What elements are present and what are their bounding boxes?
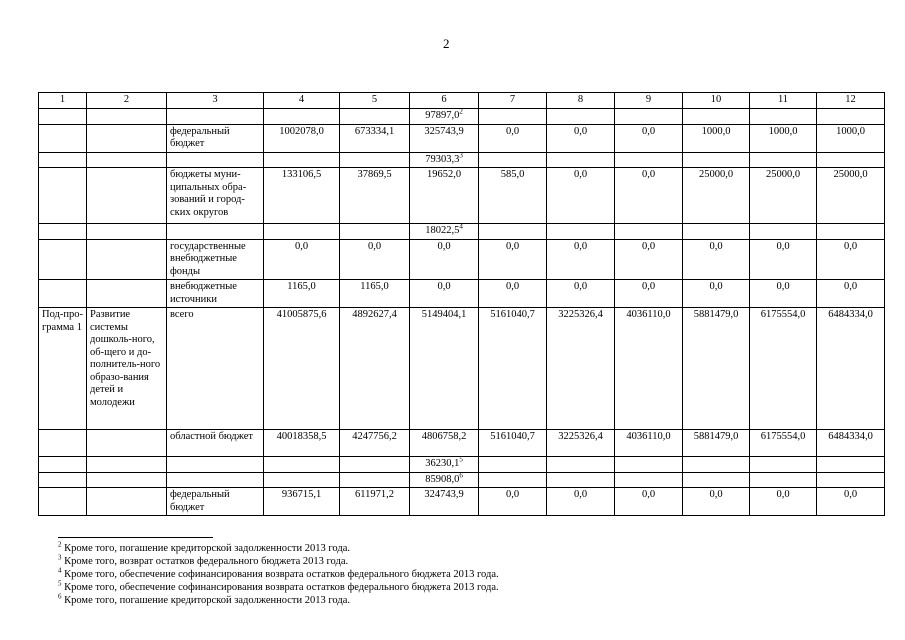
table-cell [87,152,167,168]
table-cell [547,488,615,516]
table-cell [87,280,167,308]
cell-text: Под-про-грамма 1 [42,309,83,333]
cell-text: федеральный бюджет [170,489,230,513]
cell-text: 324743,9 [424,489,464,500]
budget-table [38,92,885,516]
cell-text: 79303,3 [425,153,460,165]
table-cell [547,152,615,168]
cell-text: 133106,5 [281,169,322,180]
cell-text: 1000,0 [701,125,731,137]
table-cell [615,224,683,240]
cell-text: 4806758,2 [421,431,467,442]
header-cell: 5 [340,93,410,109]
table-cell [547,472,615,488]
cell-text: 0,0 [294,240,309,252]
table-cell [264,168,340,224]
table-cell [817,239,885,280]
table-cell [87,308,167,430]
footnote [58,581,499,594]
table-cell [410,224,479,240]
table-cell [87,168,167,224]
table-cell [479,472,547,488]
table-cell [479,239,547,280]
table-cell [750,280,817,308]
table-cell [817,488,885,516]
page-number: 2 [443,36,450,51]
table-cell [683,457,750,473]
table-cell [264,457,340,473]
cell-text: 0,0 [641,169,656,180]
table-cell [410,124,479,152]
table-cell [167,124,264,152]
table-cell [340,457,410,473]
footnote-mark: 4 [58,566,62,575]
cell-text: 1000,0 [836,125,865,137]
cell-text: 325743,9 [424,125,464,137]
table-cell [167,109,264,125]
table-cell [615,280,683,308]
table-cell [750,472,817,488]
table-cell [817,152,885,168]
cell-text: 4892627,4 [352,309,397,320]
table-cell [479,152,547,168]
table-cell [340,168,410,224]
footnote [58,594,499,607]
table-cell [264,488,340,516]
table-cell [340,152,410,168]
cell-text: 5161040,7 [490,431,535,442]
table-cell [683,152,750,168]
cell-text: 6175554,0 [760,431,806,442]
table-cell [547,224,615,240]
table-cell [547,168,615,224]
cell-text: 0,0 [776,240,790,252]
table-cell [750,224,817,240]
cell-text: 25000,0 [833,169,868,180]
table-cell [87,109,167,125]
table-cell [264,472,340,488]
cell-text: 85908,0 [425,473,460,485]
cell-text: всего [170,309,194,320]
table-cell [340,239,410,280]
cell-text: 0,0 [843,240,858,252]
footnote-ref: 4 [459,223,463,231]
cell-text: 0,0 [709,489,723,500]
cell-text: 6175554,0 [760,309,806,320]
footnote-ref: 2 [459,108,463,116]
table-cell [264,152,340,168]
header-row [39,93,885,109]
header-cell: 9 [615,93,683,109]
table-cell [479,430,547,457]
table-cell [87,457,167,473]
table-row [39,168,885,224]
footnote [58,568,499,581]
table-cell [683,430,750,457]
cell-text: 0,0 [505,240,520,252]
table-cell [87,239,167,280]
table-body [39,109,885,516]
cell-text: федеральный бюджет [170,125,230,149]
table-cell [547,239,615,280]
table-cell [167,168,264,224]
table-cell [87,124,167,152]
table-cell [167,280,264,308]
table-cell [683,488,750,516]
table-cell [547,430,615,457]
table-cell [340,488,410,516]
table-cell [479,308,547,430]
table-row [39,457,885,473]
cell-text: 611971,2 [355,489,394,500]
table-cell [39,224,87,240]
table-cell [683,168,750,224]
table-cell [547,308,615,430]
table-cell [39,488,87,516]
cell-text: государственные внебюджетные фонды [170,240,246,277]
table-cell [410,430,479,457]
cell-text: 4036110,0 [626,431,671,442]
table-cell [615,109,683,125]
table-cell [750,488,817,516]
table-cell [817,457,885,473]
cell-text: 1000,0 [768,125,798,137]
table-cell [264,239,340,280]
table-row [39,308,885,430]
cell-text: 0,0 [437,281,451,292]
cell-text: 936715,1 [281,489,322,500]
cell-text: 0,0 [776,489,790,500]
cell-text: 0,0 [641,240,656,252]
cell-text: 0,0 [573,240,588,252]
table-cell [683,124,750,152]
cell-text: 5881479,0 [693,431,739,442]
header-cell: 6 [410,93,479,109]
table-cell [264,280,340,308]
header-cell: 12 [817,93,885,109]
table-cell [39,239,87,280]
table-cell [39,124,87,152]
cell-text: областной бюджет [170,431,253,442]
cell-text: 0,0 [573,281,588,292]
table-cell [410,308,479,430]
table-cell [167,308,264,430]
table-cell [340,472,410,488]
cell-text: 0,0 [641,489,656,500]
cell-text: 0,0 [709,281,723,292]
table-cell [615,308,683,430]
cell-text: 0,0 [573,169,588,180]
cell-text: 40018358,5 [276,431,327,442]
table-cell [39,308,87,430]
table-cell [479,124,547,152]
footnote-text: Кроме того, возврат остатков федерального бюджета 2013 года. [64,556,349,567]
cell-text: 0,0 [709,240,723,252]
table-cell [167,239,264,280]
table-cell [547,280,615,308]
table-cell [615,430,683,457]
table-cell [817,280,885,308]
footnote-text: Кроме того, обеспечение софинансирования возврата остатков федерального бюджета 2013 года. [64,569,499,580]
table-cell [750,457,817,473]
footnote-text: Кроме того, погашение кредиторской задолженности 2013 года. [64,543,350,554]
table-cell [615,168,683,224]
footnote-text: Кроме того, обеспечение софинансирования возврата остатков федерального бюджета 2013 года. [64,582,499,593]
table-cell [39,430,87,457]
table-cell [817,224,885,240]
cell-text: бюджеты муни-ципальных обра-зований и город-ских округов [170,169,247,218]
cell-text: 19652,0 [426,169,462,180]
header-cell: 7 [479,93,547,109]
table-cell [39,472,87,488]
table-cell [167,457,264,473]
table-cell [410,168,479,224]
table-cell [410,109,479,125]
table-cell [167,152,264,168]
table-cell [340,109,410,125]
table-cell [264,308,340,430]
footnote-ref: 6 [459,472,463,479]
table-cell [683,239,750,280]
cell-text: 585,0 [500,169,525,180]
table-cell [410,488,479,516]
table-cell [817,430,885,457]
cell-text: Развитие системы дошколь-ного, об-щего и до-полнитель-ного образо-вания детей и молодежи [90,309,161,408]
table-cell [683,472,750,488]
table-cell [39,280,87,308]
table-cell [264,430,340,457]
table-cell [167,224,264,240]
cell-text: 6484334,0 [828,431,873,442]
cell-text: 5149404,1 [421,309,467,320]
table-row [39,488,885,516]
cell-text: 0,0 [843,281,858,292]
table-cell [87,488,167,516]
cell-text: 0,0 [437,240,451,252]
footnote-divider [58,537,213,538]
table-cell [39,457,87,473]
cell-text: 37869,5 [357,169,392,180]
table-cell [817,472,885,488]
table-cell [479,109,547,125]
table-row [39,472,885,488]
header-cell: 10 [683,93,750,109]
table-cell [39,109,87,125]
table-cell [817,124,885,152]
table-cell [750,308,817,430]
cell-text: 3225326,4 [558,309,603,320]
table-cell [750,168,817,224]
footnote-ref: 3 [459,152,463,159]
table-cell [167,430,264,457]
table-cell [340,124,410,152]
table-cell [87,224,167,240]
table-cell [750,239,817,280]
footnote-mark: 5 [58,579,62,588]
cell-text: 6484334,0 [828,309,873,320]
cell-text: 25000,0 [698,169,734,180]
table-cell [340,430,410,457]
table-cell [264,109,340,125]
table-cell [340,308,410,430]
table-cell [167,472,264,488]
cell-text: 18022,5 [425,225,460,236]
header-cell: 11 [750,93,817,109]
footnote-text: Кроме того, погашение кредиторской задолженности 2013 года. [64,595,350,606]
table-row [39,152,885,168]
table-cell [615,488,683,516]
table-cell [547,109,615,125]
table-row [39,224,885,240]
footnote-mark: 6 [58,592,62,601]
footnote [58,555,499,568]
table-cell [479,280,547,308]
table-cell [683,224,750,240]
table-cell [87,472,167,488]
table-cell [817,109,885,125]
table-row [39,109,885,125]
header-cell: 2 [87,93,167,109]
cell-text: 0,0 [367,240,382,252]
cell-text: 5161040,7 [490,309,535,320]
table-cell [683,109,750,125]
table-cell [615,239,683,280]
cell-text: 1002078,0 [279,125,324,137]
footnotes [58,542,499,607]
table-cell [479,224,547,240]
table-row [39,239,885,280]
cell-text: 0,0 [776,281,790,292]
cell-text: 1165,0 [360,281,389,292]
table-cell [547,124,615,152]
table-cell [615,472,683,488]
table-cell [340,280,410,308]
cell-text: 41005875,6 [276,309,327,320]
table-cell [750,109,817,125]
header-cell: 1 [39,93,87,109]
table-cell [167,488,264,516]
cell-text: 3225326,4 [558,431,603,442]
table-cell [39,152,87,168]
table-row [39,124,885,152]
table-cell [615,124,683,152]
cell-text: 0,0 [573,125,588,137]
table-cell [410,239,479,280]
cell-text: 4036110,0 [626,309,671,320]
table-cell [264,124,340,152]
table-cell [750,430,817,457]
cell-text: 5881479,0 [693,309,739,320]
table-cell [750,152,817,168]
cell-text: 0,0 [505,281,520,292]
cell-text: 0,0 [641,281,656,292]
table-row [39,280,885,308]
table-cell [750,124,817,152]
table-row [39,430,885,457]
cell-text: 0,0 [573,489,588,500]
cell-text: 0,0 [843,489,858,500]
table-cell [340,224,410,240]
footnote-mark: 2 [58,540,62,549]
table-cell [410,457,479,473]
footnote [58,542,499,555]
footnote-mark: 3 [58,553,62,562]
footnote-ref: 5 [459,456,463,464]
table-cell [615,457,683,473]
cell-text: внебюджетные источники [170,281,237,305]
cell-text: 0,0 [641,125,656,137]
table-cell [683,280,750,308]
cell-text: 1165,0 [287,281,316,292]
cell-text: 673334,1 [354,125,395,137]
table-cell [683,308,750,430]
table-cell [410,152,479,168]
table-cell [479,168,547,224]
table-cell [410,280,479,308]
header-cell: 3 [167,93,264,109]
table-cell [547,457,615,473]
table-cell [817,308,885,430]
cell-text: 0,0 [505,489,520,500]
header-cell: 4 [264,93,340,109]
cell-text: 25000,0 [765,169,801,180]
cell-text: 36230,1 [425,458,460,469]
header-cell: 8 [547,93,615,109]
cell-text: 0,0 [505,125,520,137]
table-cell [39,168,87,224]
table-cell [817,168,885,224]
cell-text: 97897,0 [425,110,460,121]
cell-text: 4247756,2 [352,431,397,442]
table-cell [479,457,547,473]
table-cell [479,488,547,516]
table-cell [410,472,479,488]
table-cell [87,430,167,457]
table-cell [615,152,683,168]
table-cell [264,224,340,240]
